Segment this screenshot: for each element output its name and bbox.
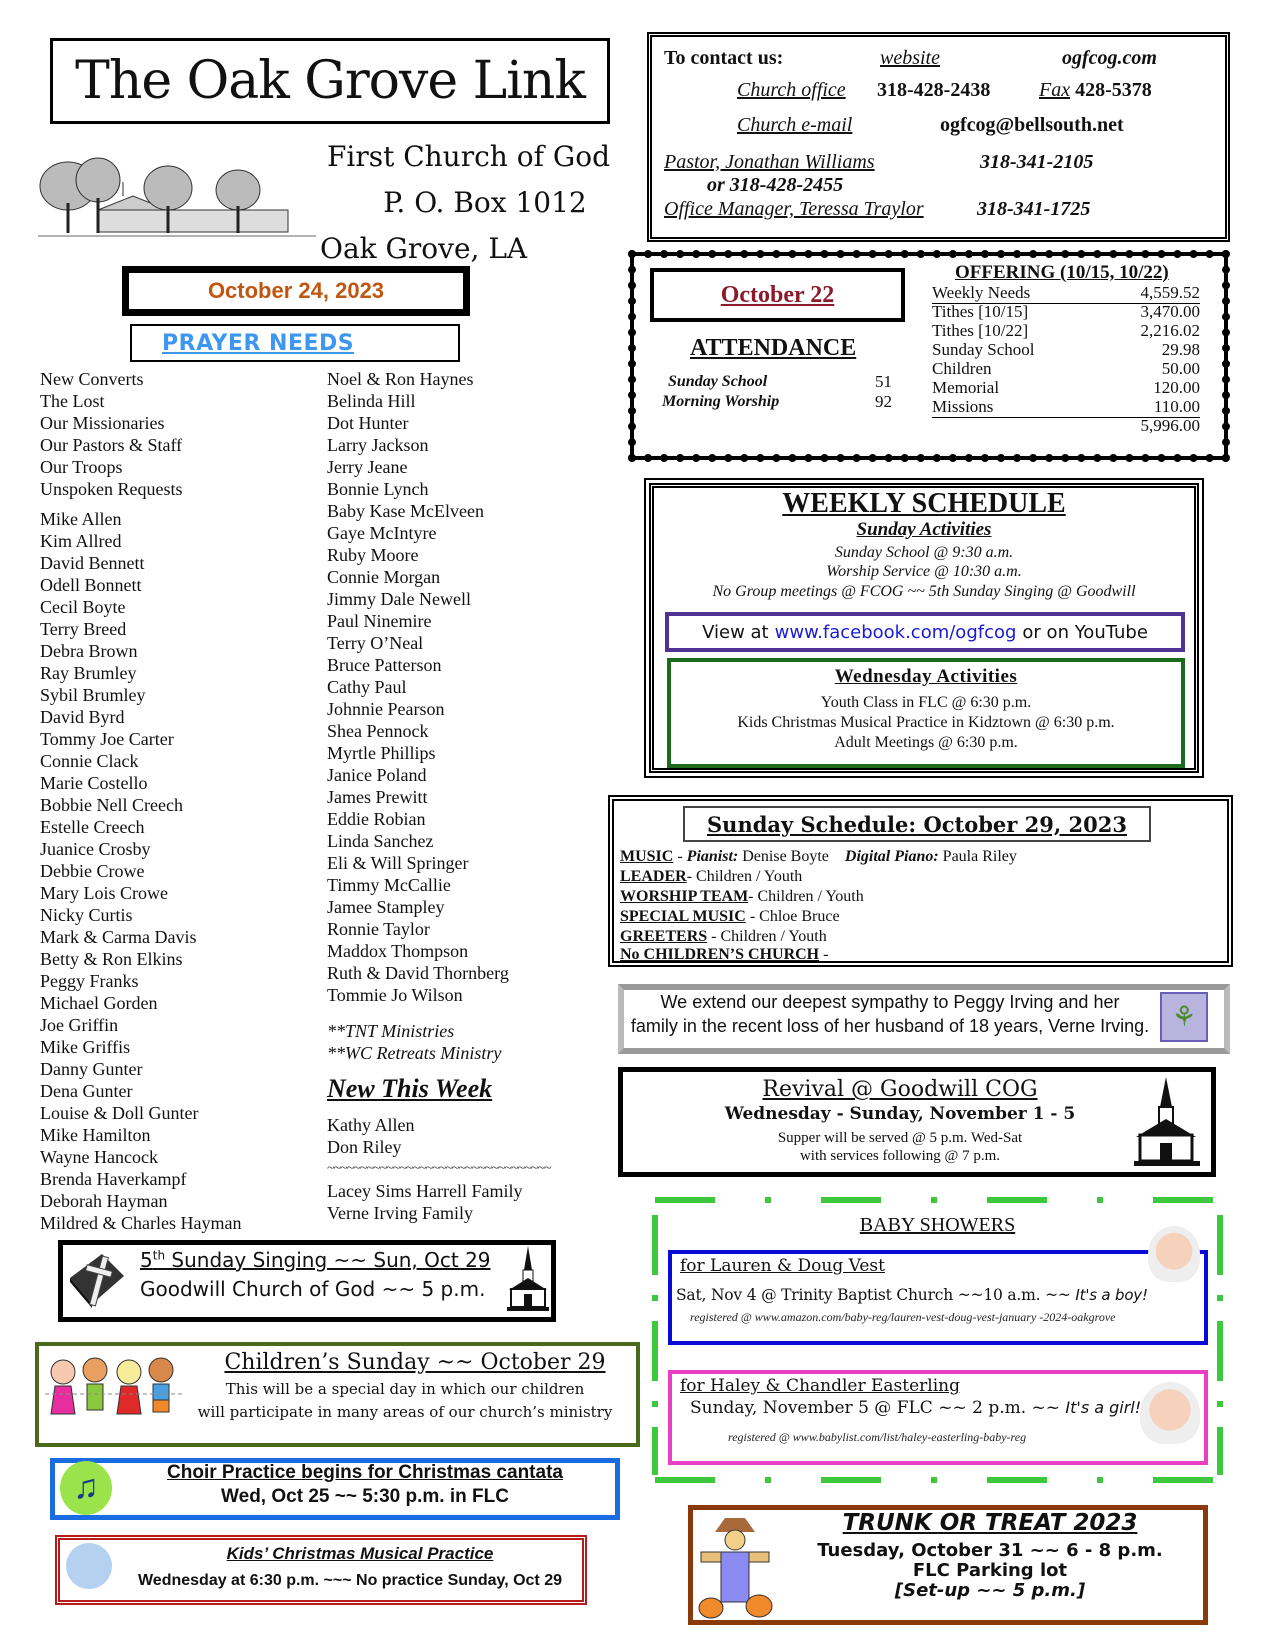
schedule-row xyxy=(620,945,828,965)
fifth-sunday-title xyxy=(140,1248,510,1272)
prayer-name: Mildred & Charles Hayman xyxy=(40,1213,242,1233)
prayer-name: Tommie Jo Wilson xyxy=(327,985,463,1005)
schedule-role: LEADER xyxy=(620,868,687,885)
trunk-or-treat-location: FLC Parking lot xyxy=(912,1560,1068,1581)
prayer-name: Marie Costello xyxy=(40,773,148,793)
view-prefix: View at xyxy=(702,621,769,643)
pastor-phone: 318-341-2105 xyxy=(980,151,1094,173)
prayer-name: Joe Griffin xyxy=(40,1015,119,1035)
kids-musical-schedule: Wednesday at 6:30 p.m. ~~~ No practice Sunday, Oct 29 xyxy=(137,1572,562,1589)
scarecrow-icon xyxy=(695,1510,775,1620)
prayer-name: Connie Morgan xyxy=(327,567,441,587)
revival-title: Revival @ Goodwill COG xyxy=(762,1077,1038,1102)
easterling-registry-link[interactable]: registered @ www.babylist.com/list/haley-easterling-baby-reg xyxy=(728,1430,1027,1444)
family-item: Lacey Sims Harrell Family xyxy=(327,1181,523,1201)
prayer-name: Wayne Hancock xyxy=(40,1147,158,1167)
prayer-name: Tommy Joe Carter xyxy=(40,729,174,749)
childrens-sunday-detail: will participate in many areas of our church’s ministry xyxy=(197,1403,613,1421)
prayer-names-left xyxy=(40,508,310,1234)
schedule-assignee: - Children / Youth xyxy=(686,868,803,885)
choir-practice-time: Wed, Oct 25 ~~ 5:30 p.m. in FLC xyxy=(221,1486,509,1507)
prayer-name: Debbie Crowe xyxy=(40,861,145,881)
sympathy-line: We extend our deepest sympathy to Peggy Irving and her xyxy=(660,992,1120,1012)
vest-shower-time: Sat, Nov 4 @ Trinity Baptist Church ~~10 a.m. ~~ xyxy=(676,1286,1071,1304)
offering-row xyxy=(932,397,1200,418)
offering-label: Weekly Needs xyxy=(932,283,1031,302)
fax-number: 428-5378 xyxy=(1075,79,1152,101)
prayer-name: Sybil Brumley xyxy=(40,685,146,705)
separator: ~~~~~~~~~~~~~~~~~~~~~~~~~~~~~~~~~~ xyxy=(327,1162,551,1176)
website-link[interactable]: ogfcog.com xyxy=(1062,47,1157,69)
prayer-name: Myrtle Phillips xyxy=(327,743,436,763)
offering-row xyxy=(932,340,1200,360)
prayer-name: Peggy Franks xyxy=(40,971,139,991)
revival-detail: Supper will be served @ 5 p.m. Wed-Sat xyxy=(777,1130,1023,1146)
prayer-item: New Converts xyxy=(40,369,144,389)
prayer-needs-header xyxy=(130,324,460,362)
attendance-date: October 22 xyxy=(720,281,835,308)
pianist-label: Pianist: xyxy=(686,848,739,865)
prayer-name: Mike Allen xyxy=(40,509,122,529)
facebook-link[interactable]: www.facebook.com/ogfcog xyxy=(774,621,1017,643)
offering-label: Tithes [10/15] xyxy=(932,302,1029,321)
prayer-name: Eli & Will Springer xyxy=(327,853,469,873)
offering-amount: 2,216.02 xyxy=(1140,321,1200,340)
office-phone: 318-428-2438 xyxy=(877,79,991,101)
offering-amount: 3,470.00 xyxy=(1140,302,1200,321)
church-trees-drawing xyxy=(38,148,316,248)
contact-box xyxy=(647,32,1230,242)
easterling-shower-when xyxy=(690,1398,1141,1418)
trunk-or-treat-date: Tuesday, October 31 ~~ 6 - 8 p.m. xyxy=(817,1540,1163,1561)
church-name: First Church of God xyxy=(326,140,610,173)
email-label: Church e-mail xyxy=(737,114,853,136)
schedule-role: GREETERS xyxy=(620,928,708,945)
schedule-role: WORSHIP TEAM xyxy=(620,888,749,905)
prayer-name: Janice Poland xyxy=(327,765,427,785)
view-online-banner xyxy=(665,612,1185,652)
pianist-name: Denise Boyte xyxy=(742,848,829,865)
easterling-shower-tag: It's a girl! xyxy=(1065,1398,1142,1417)
prayer-name: Jamee Stampley xyxy=(327,897,445,917)
prayer-name: Maddox Thompson xyxy=(327,941,469,961)
offering-row xyxy=(932,302,1200,322)
vest-shower-tag: It's a boy! xyxy=(1075,1286,1148,1304)
prayer-name: James Prewitt xyxy=(327,787,428,807)
issue-date: October 24, 2023 xyxy=(207,278,385,303)
prayer-item: Our Pastors & Staff xyxy=(40,435,183,455)
attendance-label: Morning Worship xyxy=(662,393,780,410)
schedule-assignee: - Children / Youth xyxy=(748,888,864,905)
childrens-sunday-title: Children’s Sunday ~~ October 29 xyxy=(224,1350,606,1375)
prayer-name: Juanice Crosby xyxy=(40,839,151,859)
prayer-names-right xyxy=(327,368,587,1006)
prayer-name: Debra Brown xyxy=(40,641,138,661)
prayer-name: Larry Jackson xyxy=(327,435,429,455)
prayer-name: Belinda Hill xyxy=(327,391,416,411)
prayer-name: David Bennett xyxy=(40,553,145,573)
offering-amount: 50.00 xyxy=(1161,359,1200,378)
schedule-assignee: - xyxy=(819,946,829,963)
schedule-row xyxy=(620,907,840,927)
prayer-name: Jerry Jeane xyxy=(327,457,408,477)
offering-total-row xyxy=(932,416,1200,436)
church-address xyxy=(320,134,610,272)
prayer-name: Bonnie Lynch xyxy=(327,479,429,499)
prayer-name: Louise & Doll Gunter xyxy=(40,1103,199,1123)
new-this-week-heading: New This Week xyxy=(327,1074,493,1103)
prayer-item: Unspoken Requests xyxy=(40,479,183,499)
prayer-list-right xyxy=(327,368,587,1224)
fifth-sunday-subtitle: Goodwill Church of God ~~ 5 p.m. xyxy=(140,1277,486,1301)
prayer-name: Bruce Patterson xyxy=(327,655,442,675)
office-label: Church office xyxy=(737,79,846,101)
email-link[interactable]: ogfcog@bellsouth.net xyxy=(940,114,1124,136)
baby-bath-icon xyxy=(1140,1382,1200,1444)
baby-photo-icon xyxy=(1148,1226,1200,1282)
prayer-name: Ruby Moore xyxy=(327,545,419,565)
kids-musical-title: Kids’ Christmas Musical Practice xyxy=(226,1544,494,1563)
revival-dates: Wednesday - Sunday, November 1 - 5 xyxy=(724,1104,1076,1124)
schedule-assignee: - Chloe Bruce xyxy=(745,908,840,925)
prayer-name: Kim Allred xyxy=(40,531,122,551)
prayer-name: Danny Gunter xyxy=(40,1059,143,1079)
wednesday-activities-heading: Wednesday Activities xyxy=(834,666,1018,687)
fax-label: Fax xyxy=(1039,79,1071,101)
prayer-name: Betty & Ron Elkins xyxy=(40,949,183,969)
prayer-name: Ronnie Taylor xyxy=(327,919,430,939)
prayer-name: Deborah Hayman xyxy=(40,1191,168,1211)
ministries-list xyxy=(327,1020,587,1064)
sympathy-line: family in the recent loss of her husband of 18 years, Verne Irving. xyxy=(630,1016,1150,1036)
pastor-label: Pastor, Jonathan Williams xyxy=(664,151,875,173)
new-prayer-name: Kathy Allen xyxy=(327,1115,415,1135)
baby-showers-heading: BABY SHOWERS xyxy=(859,1214,1016,1236)
schedule-row xyxy=(620,927,827,947)
attendance-value: 51 xyxy=(875,372,892,391)
prayer-name: Shea Pennock xyxy=(327,721,429,741)
lily-icon: ⚘ xyxy=(1160,992,1208,1042)
offering-label: Tithes [10/22] xyxy=(932,321,1029,340)
offering-amount: 29.98 xyxy=(1161,340,1200,359)
music-notes-icon: ♫ xyxy=(60,1461,112,1515)
offering-total: 5,996.00 xyxy=(1140,416,1200,435)
po-box: P. O. Box 1012 xyxy=(383,186,587,219)
pastor-alt-phone: or 318-428-2455 xyxy=(707,174,844,196)
family-item: Verne Irving Family xyxy=(327,1203,473,1223)
new-names-list xyxy=(327,1114,587,1158)
sunday-activities-heading: Sunday Activities xyxy=(856,519,992,540)
offering-amount: 120.00 xyxy=(1153,378,1200,397)
prayer-name: Cathy Paul xyxy=(327,677,407,697)
attendance-value: 92 xyxy=(875,392,892,411)
contact-heading: To contact us: xyxy=(664,47,784,69)
view-suffix: or on YouTube xyxy=(1022,621,1148,643)
attendance-label: Sunday School xyxy=(668,373,768,390)
new-prayer-name: Don Riley xyxy=(327,1137,402,1157)
schedule-row xyxy=(620,887,864,907)
sunday-schedule-title: Sunday Schedule: October 29, 2023 xyxy=(707,811,1127,837)
ministry-item: **TNT Ministries xyxy=(327,1021,455,1041)
newsletter-title: The Oak Grove Link xyxy=(75,51,585,111)
prayer-list-left xyxy=(40,368,310,1234)
prayer-name: Linda Sanchez xyxy=(327,831,434,851)
church-icon xyxy=(1130,1075,1202,1170)
ordinal-suffix: th xyxy=(152,1248,166,1263)
music-row: MUSIC - Pianist: Denise Boyte Digital Piano: Paula Riley xyxy=(620,848,1017,865)
church-icon xyxy=(505,1246,551,1314)
manager-phone: 318-341-1725 xyxy=(977,198,1091,220)
trunk-or-treat-setup: [Set-up ~~ 5 p.m.] xyxy=(894,1580,1086,1601)
families-list xyxy=(327,1180,587,1224)
offering-heading: OFFERING (10/15, 10/22) xyxy=(955,262,1169,283)
schedule-role: No CHILDREN’S CHURCH xyxy=(620,946,820,963)
sunday-activity: Worship Service @ 10:30 a.m. xyxy=(826,563,1022,580)
newsletter-masthead xyxy=(50,38,610,124)
prayer-name: Michael Gorden xyxy=(40,993,158,1013)
vest-shower-name: for Lauren & Doug Vest xyxy=(680,1256,885,1276)
prayer-name: Brenda Haverkampf xyxy=(40,1169,187,1189)
attendance-heading: ATTENDANCE xyxy=(690,335,857,361)
prayer-name: Noel & Ron Haynes xyxy=(327,369,474,389)
music-label: MUSIC xyxy=(620,848,674,865)
prayer-name: David Byrd xyxy=(40,707,125,727)
prayer-name: Estelle Creech xyxy=(40,817,145,837)
vest-shower-when xyxy=(676,1286,1148,1304)
website-label: website xyxy=(880,47,940,69)
prayer-name: Timmy McCallie xyxy=(327,875,451,895)
offering-label: Memorial xyxy=(932,378,1000,397)
manager-label: Office Manager, Teressa Traylor xyxy=(664,198,924,220)
offering-amount: 4,559.52 xyxy=(1140,283,1200,302)
prayer-name: Eddie Robian xyxy=(327,809,426,829)
prayer-name: Bobbie Nell Creech xyxy=(40,795,183,815)
prayer-name: Mark & Carma Davis xyxy=(40,927,197,947)
weekly-schedule-title: WEEKLY SCHEDULE xyxy=(782,488,1066,519)
prayer-name: Odell Bonnett xyxy=(40,575,142,595)
offering-label: Sunday School xyxy=(932,340,1035,359)
prayer-name: Mike Hamilton xyxy=(40,1125,151,1145)
prayer-name: Johnnie Pearson xyxy=(327,699,445,719)
prayer-name: Ray Brumley xyxy=(40,663,137,683)
prayer-name: Terry O’Neal xyxy=(327,633,424,653)
prayer-item: Our Troops xyxy=(40,457,123,477)
offering-label: Missions xyxy=(932,397,994,416)
prayer-name: Terry Breed xyxy=(40,619,127,639)
prayer-general-list xyxy=(40,368,310,500)
children-holding-hands-icon xyxy=(45,1352,185,1437)
prayer-name: Nicky Curtis xyxy=(40,905,133,925)
prayer-item: The Lost xyxy=(40,391,105,411)
easterling-shower-time: Sunday, November 5 @ FLC ~~ 2 p.m. ~~ xyxy=(690,1398,1061,1418)
fifth-sunday-title-text: Sunday Singing ~~ Sun, Oct 29 xyxy=(165,1248,491,1272)
issue-date-box xyxy=(122,266,470,316)
ordinal: 5 xyxy=(140,1248,153,1272)
easterling-shower-name: for Haley & Chandler Easterling xyxy=(680,1376,961,1396)
schedule-row xyxy=(620,867,802,887)
prayer-name: Dot Hunter xyxy=(327,413,409,433)
kids-faces-icon xyxy=(66,1543,112,1589)
prayer-name: Dena Gunter xyxy=(40,1081,133,1101)
sunday-schedule-title-box xyxy=(683,806,1151,842)
offering-row xyxy=(932,378,1200,398)
sunday-activity: Sunday School @ 9:30 a.m. xyxy=(834,544,1014,561)
offering-amount: 110.00 xyxy=(1153,397,1200,416)
offering-label: Children xyxy=(932,359,992,378)
offering-row xyxy=(932,321,1200,341)
schedule-assignee: - Children / Youth xyxy=(707,928,827,945)
prayer-name: Ruth & David Thornberg xyxy=(327,963,509,983)
prayer-name: Cecil Boyte xyxy=(40,597,126,617)
digital-piano-name: Paula Riley xyxy=(942,848,1017,865)
prayer-name: Connie Clack xyxy=(40,751,139,771)
prayer-name: Jimmy Dale Newell xyxy=(327,589,471,609)
offering-row xyxy=(932,359,1200,379)
prayer-needs-title: PRAYER NEEDS xyxy=(162,330,355,356)
ministry-item: **WC Retreats Ministry xyxy=(327,1043,502,1063)
trunk-or-treat-title: TRUNK OR TREAT 2023 xyxy=(842,1510,1138,1536)
childrens-sunday-detail: This will be a special day in which our children xyxy=(225,1380,585,1398)
prayer-name: Gaye McIntyre xyxy=(327,523,437,543)
sunday-activity: No Group meetings @ FCOG ~~ 5th Sunday Singing @ Goodwill xyxy=(712,583,1136,600)
church-city: Oak Grove, LA xyxy=(320,232,528,265)
attendance-date-box xyxy=(650,268,905,322)
prayer-name: Baby Kase McElveen xyxy=(327,501,484,521)
choir-practice-title: Choir Practice begins for Christmas cantata xyxy=(167,1462,563,1483)
revival-detail: with services following @ 7 p.m. xyxy=(799,1148,1001,1164)
wednesday-activity: Youth Class in FLC @ 6:30 p.m. xyxy=(820,694,1032,711)
wednesday-activity: Kids Christmas Musical Practice in Kidztown @ 6:30 p.m. xyxy=(737,714,1115,731)
schedule-role: SPECIAL MUSIC xyxy=(620,908,746,925)
prayer-name: Paul Ninemire xyxy=(327,611,432,631)
prayer-item: Our Missionaries xyxy=(40,413,165,433)
offering-row xyxy=(932,283,1200,304)
digital-piano-label: Digital Piano: xyxy=(844,848,939,865)
wednesday-activity: Adult Meetings @ 6:30 p.m. xyxy=(834,734,1018,751)
sympathy-message xyxy=(630,990,1150,1038)
prayer-name: Mary Lois Crowe xyxy=(40,883,168,903)
bible-cross-icon xyxy=(66,1248,126,1312)
vest-registry-link[interactable]: registered @ www.amazon.com/baby-reg/lauren-vest-doug-vest-january -2024-oakgrove xyxy=(690,1310,1116,1324)
prayer-name: Mike Griffis xyxy=(40,1037,131,1057)
